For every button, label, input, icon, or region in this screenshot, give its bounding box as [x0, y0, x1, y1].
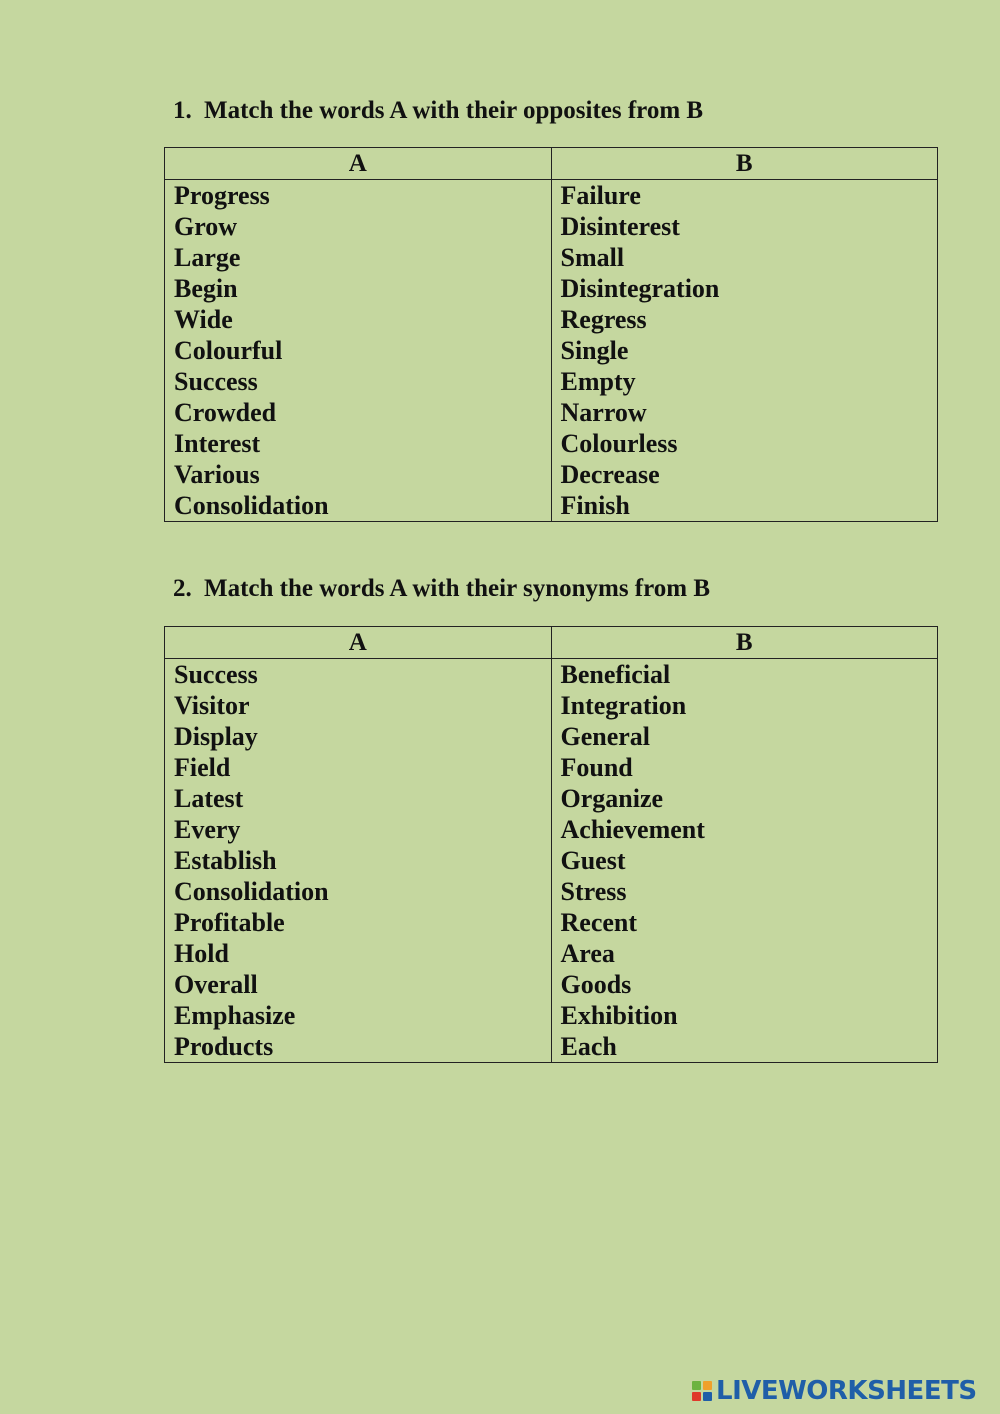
word-item: Beneficial	[560, 660, 671, 689]
word-item: Disintegration	[560, 274, 720, 303]
word-item: Visitor	[174, 691, 250, 720]
exercise-2-title	[173, 574, 710, 604]
word-item: Stress	[560, 877, 627, 906]
liveworksheets-logo	[692, 1376, 977, 1406]
word-item: Organize	[560, 784, 664, 813]
exercise-2-number: 2.	[173, 575, 192, 602]
word-item: Grow	[174, 212, 238, 241]
word-item: Guest	[560, 846, 626, 875]
word-item: Progress	[174, 181, 270, 210]
word-item: Found	[560, 753, 633, 782]
word-item: Achievement	[560, 815, 705, 844]
word-item: Decrease	[560, 460, 660, 489]
synonyms-table	[164, 626, 938, 1063]
word-item: Consolidation	[174, 491, 329, 520]
word-item: Emphasize	[174, 1001, 296, 1030]
column-a-cell	[165, 659, 552, 1063]
word-item: Finish	[560, 491, 630, 520]
exercise-1-title	[173, 96, 703, 126]
word-item: Success	[174, 367, 258, 396]
word-item: Products	[174, 1032, 274, 1061]
word-item: Regress	[560, 305, 647, 334]
exercise-1-number: 1.	[173, 97, 192, 124]
word-item: General	[560, 722, 651, 751]
word-item: Colourless	[560, 429, 678, 458]
column-b-cell	[551, 659, 938, 1063]
table-row	[165, 659, 938, 1063]
word-item: Establish	[174, 846, 277, 875]
logo-text: LIVEWORKSHEETS	[716, 1376, 977, 1406]
word-item: Crowded	[174, 398, 277, 427]
word-item: Every	[174, 815, 241, 844]
opposites-table	[164, 147, 938, 522]
liveworksheets-logo-icon	[692, 1381, 712, 1401]
word-item: Small	[560, 243, 625, 272]
word-list-b	[561, 180, 938, 521]
column-b-cell	[551, 180, 938, 522]
word-item: Latest	[174, 784, 244, 813]
word-item: Failure	[560, 181, 641, 210]
exercise-1-instruction: Match the words A with their opposites from B	[204, 97, 704, 124]
word-item: Large	[174, 243, 241, 272]
word-item: Interest	[174, 429, 261, 458]
word-item: Recent	[560, 908, 638, 937]
word-item: Wide	[174, 305, 233, 334]
table-row	[165, 180, 938, 522]
word-item: Various	[174, 460, 260, 489]
word-item: Single	[560, 336, 629, 365]
word-item: Begin	[174, 274, 238, 303]
column-a-cell	[165, 180, 552, 522]
word-item: Field	[174, 753, 231, 782]
word-item: Exhibition	[560, 1001, 678, 1030]
word-item: Hold	[174, 939, 229, 968]
word-item: Narrow	[560, 398, 647, 427]
word-item: Colourful	[174, 336, 283, 365]
column-a-header: A	[165, 627, 552, 659]
word-item: Profitable	[174, 908, 285, 937]
word-list-b	[561, 659, 938, 1062]
table-header-row	[165, 627, 938, 659]
word-item: Success	[174, 660, 258, 689]
word-list-a	[174, 180, 551, 521]
table-header-row	[165, 148, 938, 180]
column-b-header: B	[551, 148, 938, 180]
word-item: Goods	[560, 970, 632, 999]
word-item: Disinterest	[560, 212, 680, 241]
word-list-a	[174, 659, 551, 1062]
word-item: Area	[560, 939, 615, 968]
exercise-2-instruction: Match the words A with their synonyms from B	[204, 575, 711, 602]
word-item: Integration	[560, 691, 687, 720]
column-b-header: B	[551, 627, 938, 659]
word-item: Display	[174, 722, 258, 751]
word-item: Each	[560, 1032, 617, 1061]
word-item: Empty	[560, 367, 636, 396]
column-a-header: A	[165, 148, 552, 180]
word-item: Overall	[174, 970, 258, 999]
word-item: Consolidation	[174, 877, 329, 906]
